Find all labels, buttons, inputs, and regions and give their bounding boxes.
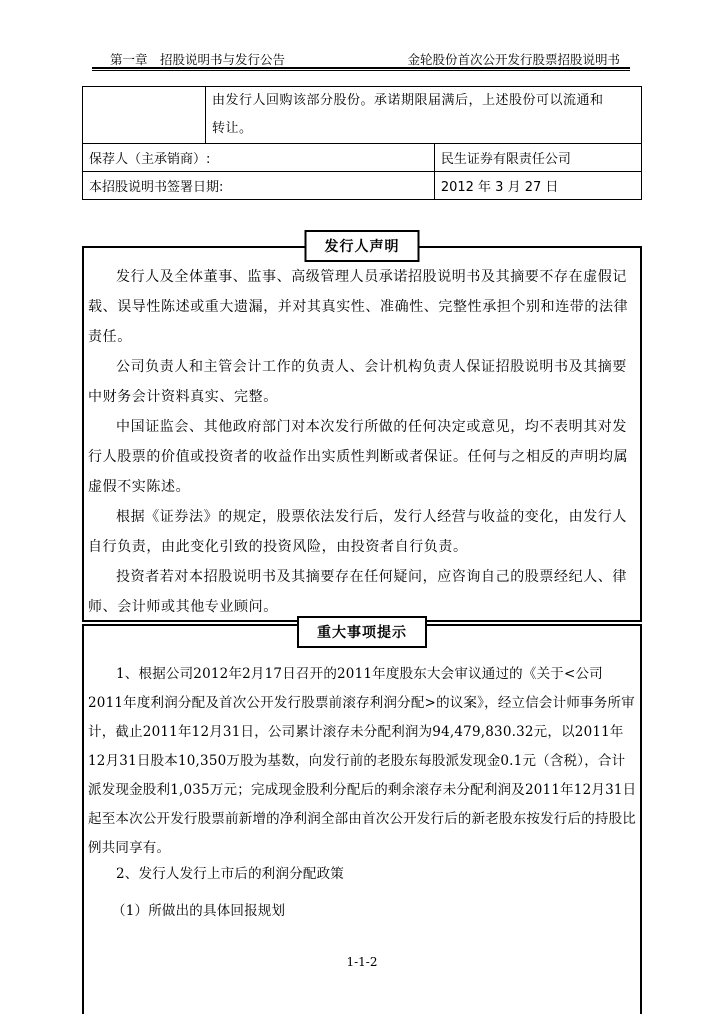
header-doc-title: 金轮股份首次公开发行股票招股说明书	[407, 52, 620, 67]
info-table	[82, 86, 642, 200]
major-matters-title: 重大事项提示	[297, 616, 427, 648]
lockup-line-1: 由发行人回购该部分股份。承诺期限届满后，上述股份可以流通和	[212, 93, 604, 108]
info-cell-empty	[83, 87, 206, 144]
info-row-sponsor	[83, 144, 642, 172]
issuer-paragraph-5: 投资者若对本招股说明书及其摘要存在任何疑问，应咨询自己的股票经纪人、律师、会计师或其他专业顾问。	[88, 569, 627, 615]
issuer-paragraph-3: 中国证监会、其他政府部门对本次发行所做的任何决定或意见，均不表明其对发行人股票的价值或投资者的收益作出实质性判断或者保证。任何与之相反的声明均属虚假不实陈述。	[88, 419, 629, 495]
sign-date-label: 本招股说明书签署日期:	[83, 172, 435, 200]
sign-date-value: 2012 年 3 月 27 日	[434, 172, 641, 200]
info-row-sign-date	[83, 172, 642, 200]
issuer-statement-title: 发行人声明	[305, 230, 420, 262]
sponsor-value: 民生证券有限责任公司	[434, 144, 641, 172]
header-rule-thick	[92, 67, 630, 69]
page-number: 1-1-2	[346, 955, 378, 969]
issuer-paragraph-2: 公司负责人和主管会计工作的负责人、会计机构负责人保证招股说明书及其摘要中财务会计资料真实、完整。	[88, 359, 627, 405]
page-header	[92, 44, 630, 66]
header-chapter: 第一章 招股说明书与发行公告	[110, 52, 286, 67]
issuer-paragraph-4: 根据《证券法》的规定，股票依法发行后，发行人经营与收益的变化，由发行人自行负责，由此变化引致的投资风险，由投资者自行负责。	[88, 509, 627, 555]
sponsor-label: 保荐人（主承销商）:	[83, 144, 435, 172]
info-cell-lockup-text	[206, 87, 642, 144]
issuer-paragraph-1: 发行人及全体董事、监事、高级管理人员承诺招股说明书及其摘要不存在虚假记载、误导性陈述或重大遗漏，并对其真实性、准确性、完整性承担个别和连带的法律责任。	[88, 269, 629, 345]
major-matters-paragraph-1: 1、根据公司2012年2月17日召开的2011年度股东大会审议通过的《关于<公司2011年度利润分配及首次公开发行股票前滚存利润分配>的议案》，经立信会计师事务所审计，截止2011年12月31日，公司累计滚存未分配利润为94,479,830.32元，以2011年12月31日股本10,350万股为基数，向发行前的老股东每股派发现金0.1元（含税），合计派发现金股利1,035万元；完成现金股利分配后的剩余滚存未分配利润及2011年12月31日起至本次公开发行股票前新增的净利润全部由首次公开发行后的新老股东按发行后的持股比例共同享有。	[88, 666, 637, 856]
info-row-lockup	[83, 87, 642, 144]
major-matters-paragraph-3: （1）所做出的具体回报规划	[112, 903, 286, 919]
header-rule-thin	[92, 70, 630, 71]
major-matters-paragraph-2: 2、发行人发行上市后的利润分配政策	[116, 866, 344, 882]
lockup-line-2: 转让。	[212, 121, 253, 136]
